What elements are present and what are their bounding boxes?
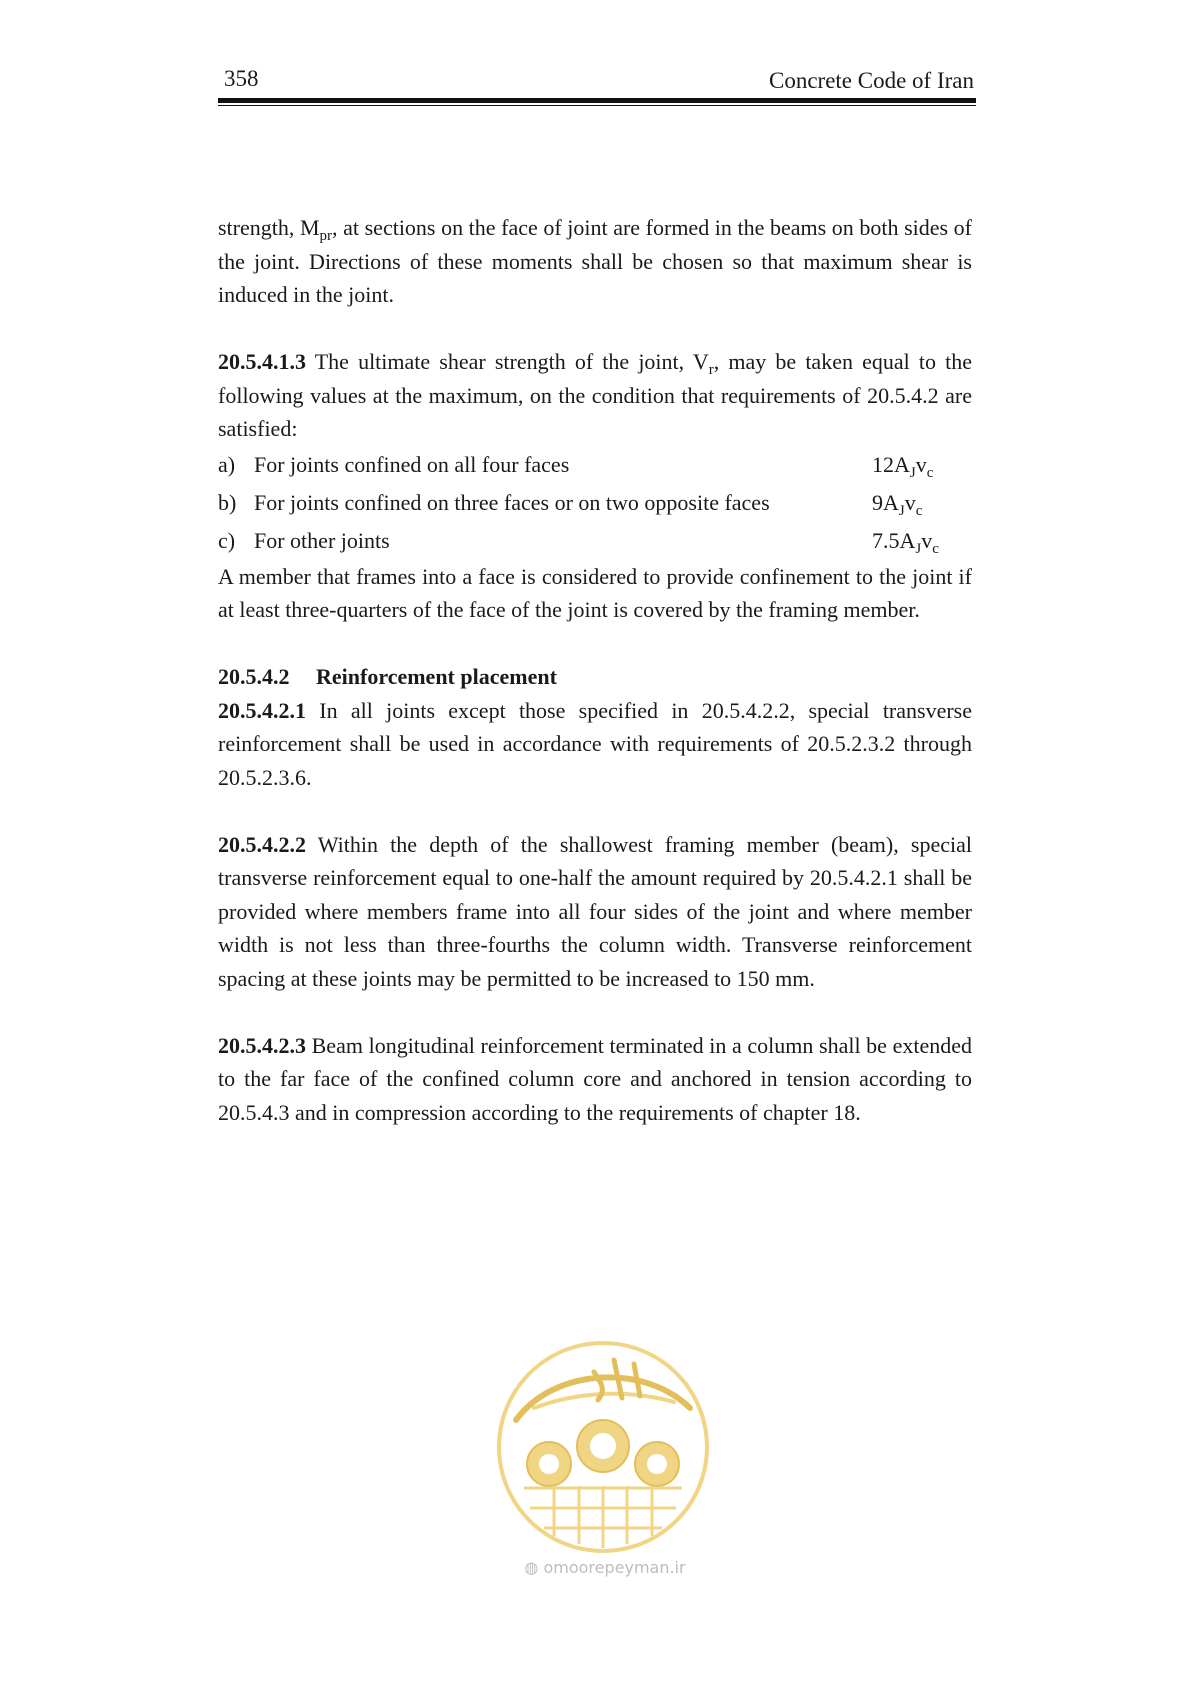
list-marker: c) [218, 527, 236, 553]
clause-20-5-4-1-3: 20.5.4.1.3 The ultimate shear strength of the joint, $V_r$, may be taken equal to the following values at the maximum, on the condition that requirements of 20.5.4.2 are satisfied: [218, 349, 972, 441]
header-rule-thin [218, 105, 976, 106]
list-marker: b) [218, 489, 237, 515]
section-title: Reinforcement placement [316, 664, 557, 689]
list-item [218, 484, 972, 522]
intro-paragraph: strength, $M_{pr}$, at sections on the face of joint are formed in the beams on both sides of the joint. Directions of these moments shall be chosen so that maximum shear is induced in the joint. [218, 215, 972, 307]
clause-20-5-4-2-1: 20.5.4.2.1 In all joints except those specified in 20.5.4.2.2, special transverse reinforcement shall be used in accordance with requirements of 20.5.2.3.2 through 20.5.2.3.6. [218, 697, 972, 790]
watermark-caption: ◍ omoorepeyman.ir [524, 1558, 686, 1577]
shear-value: $12A_Jv_c$ [872, 451, 934, 481]
list-item [218, 446, 972, 484]
clause-number: 20.5.4.2.3 [218, 1032, 306, 1058]
list-item [218, 522, 972, 560]
shear-value: $7.5A_Jv_c$ [872, 527, 939, 557]
list-text: For joints confined on three faces or on two opposite faces [254, 489, 770, 515]
page-header [218, 62, 976, 98]
clause-20-5-4-2-2: 20.5.4.2.2 Within the depth of the shallowest framing member (beam), special transverse reinforcement equal to one-half the amount required by 20.5.4.2.1 shall be provided where members frame into all four sides of the joint and where member width is not less than three-fourths the column width. Transverse reinforcement spacing at these joints may be permitted to be increased to 150 mm. [218, 831, 972, 991]
list-marker: a) [218, 451, 236, 477]
running-title: Concrete Code of Iran [768, 68, 974, 93]
page-number: 358 [224, 66, 259, 91]
clause-20-5-4-2-3: 20.5.4.2.3 Beam longitudinal reinforcement terminated in a column shall be extended to the far face of the confined column core and anchored in tension according to 20.5.4.3 and in compression according to the requirements of chapter 18. [218, 1032, 972, 1125]
shear-value: $9A_Jv_c$ [872, 489, 923, 519]
watermark-logo [494, 1338, 712, 1556]
watermark-seal-icon [494, 1338, 712, 1556]
clause-number: 20.5.4.2.1 [218, 697, 306, 723]
clause-number: 20.5.4.1.3 [218, 349, 306, 374]
page-body [218, 211, 972, 1129]
list-text: For other joints [254, 527, 390, 553]
globe-icon: ◍ [524, 1558, 539, 1577]
header-rule-thick [218, 98, 976, 103]
section-heading [218, 660, 972, 694]
confinement-note: A member that frames into a face is considered to provide confinement to the joint if at least three-quarters of the face of the joint is covered by the framing member. [218, 563, 972, 622]
section-number: 20.5.4.2 [218, 664, 290, 689]
clause-number: 20.5.4.2.2 [218, 831, 306, 857]
shear-strength-list [218, 446, 972, 560]
list-text: For joints confined on all four faces [254, 451, 570, 477]
